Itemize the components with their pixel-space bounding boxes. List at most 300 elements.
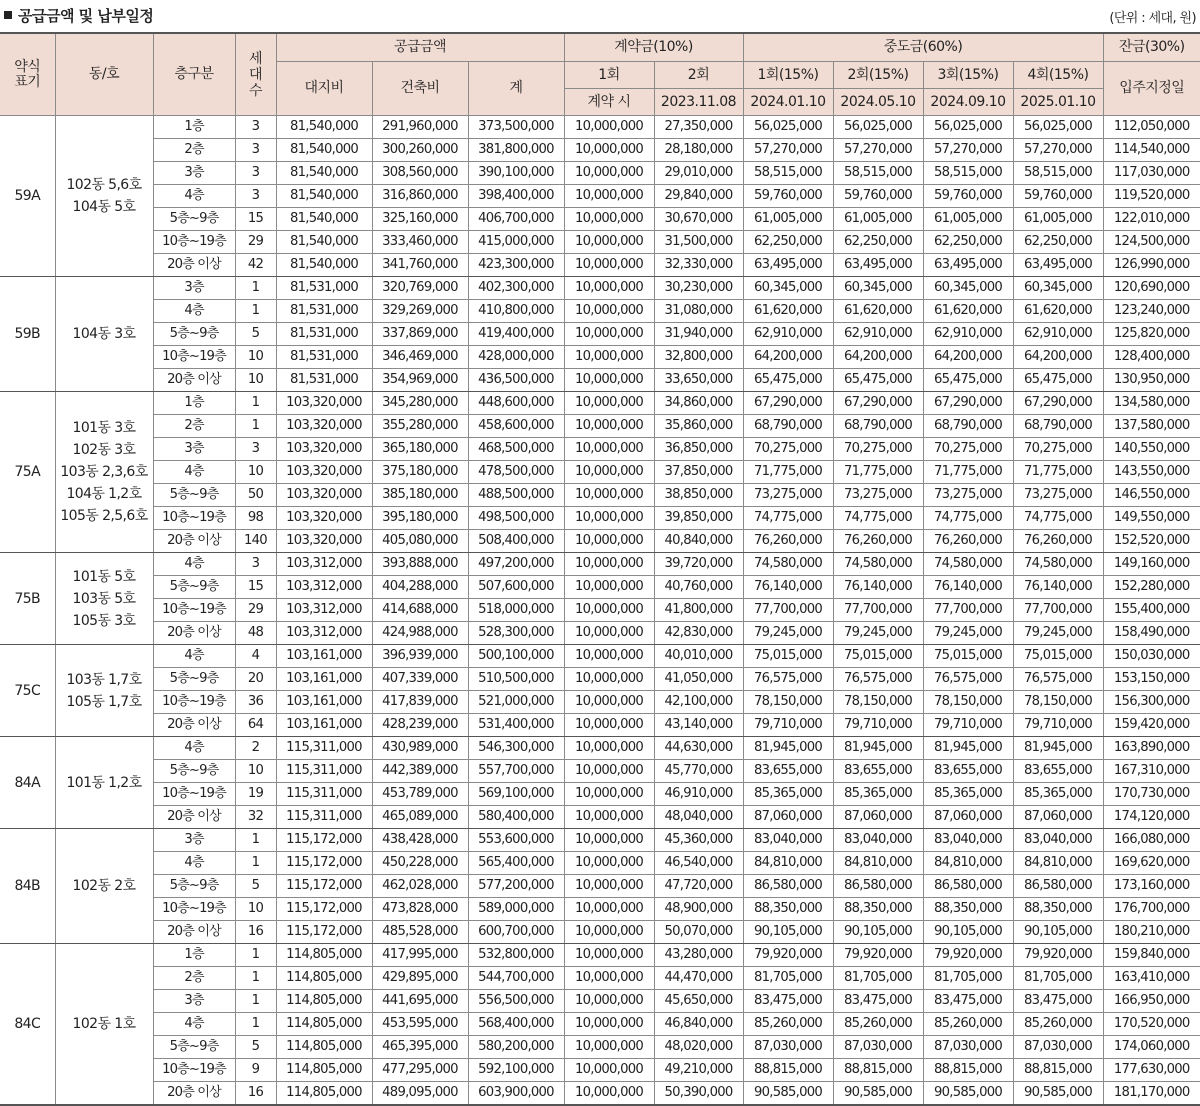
contract-2-cell: 39,850,000	[654, 507, 743, 530]
building-price-cell: 300,260,000	[372, 139, 468, 162]
contract-1-cell: 10,000,000	[564, 691, 654, 714]
floor-cell: 5층~9층	[153, 576, 235, 599]
floor-cell: 3층	[153, 277, 235, 300]
col-type-abbr: 약식 표기	[0, 33, 55, 116]
floor-cell: 4층	[153, 553, 235, 576]
total-price-cell: 565,400,000	[468, 852, 564, 875]
middle-4-cell: 87,060,000	[1013, 806, 1103, 829]
table-row	[0, 553, 1200, 576]
land-price-cell: 81,540,000	[276, 116, 372, 139]
land-price-cell: 115,311,000	[276, 783, 372, 806]
middle-2-cell: 68,790,000	[833, 415, 923, 438]
building-price-cell: 462,028,000	[372, 875, 468, 898]
middle-2-cell: 74,580,000	[833, 553, 923, 576]
table-row	[0, 162, 1200, 185]
middle-3-cell: 64,200,000	[923, 346, 1013, 369]
table-body	[0, 116, 1200, 1106]
households-cell: 4	[235, 645, 276, 668]
households-cell: 29	[235, 599, 276, 622]
middle-1-cell: 86,580,000	[743, 875, 833, 898]
col-contract-1-when: 계약 시	[564, 89, 654, 116]
middle-2-cell: 59,760,000	[833, 185, 923, 208]
total-price-cell: 521,000,000	[468, 691, 564, 714]
building-price-cell: 333,460,000	[372, 231, 468, 254]
contract-1-cell: 10,000,000	[564, 507, 654, 530]
balance-cell: 137,580,000	[1103, 415, 1200, 438]
table-row	[0, 783, 1200, 806]
households-cell: 42	[235, 254, 276, 277]
households-cell: 3	[235, 185, 276, 208]
land-price-cell: 81,531,000	[276, 346, 372, 369]
col-floor: 층구분	[153, 33, 235, 116]
building-price-cell: 385,180,000	[372, 484, 468, 507]
middle-3-cell: 74,775,000	[923, 507, 1013, 530]
middle-3-cell: 81,705,000	[923, 967, 1013, 990]
col-building: 건축비	[372, 62, 468, 116]
middle-3-cell: 77,700,000	[923, 599, 1013, 622]
building-price-cell: 489,095,000	[372, 1082, 468, 1106]
middle-3-cell: 59,760,000	[923, 185, 1013, 208]
type-cell: 84C	[0, 944, 55, 1106]
households-cell: 20	[235, 668, 276, 691]
table-row	[0, 668, 1200, 691]
building-price-cell: 291,960,000	[372, 116, 468, 139]
middle-4-cell: 73,275,000	[1013, 484, 1103, 507]
floor-cell: 4층	[153, 300, 235, 323]
middle-4-cell: 85,365,000	[1013, 783, 1103, 806]
contract-1-cell: 10,000,000	[564, 231, 654, 254]
total-price-cell: 546,300,000	[468, 737, 564, 760]
contract-2-cell: 31,080,000	[654, 300, 743, 323]
contract-2-cell: 32,330,000	[654, 254, 743, 277]
middle-2-cell: 83,475,000	[833, 990, 923, 1013]
balance-cell: 152,280,000	[1103, 576, 1200, 599]
middle-3-cell: 62,250,000	[923, 231, 1013, 254]
type-cell: 75C	[0, 645, 55, 737]
contract-1-cell: 10,000,000	[564, 300, 654, 323]
middle-1-cell: 90,105,000	[743, 921, 833, 944]
floor-cell: 1층	[153, 116, 235, 139]
middle-3-cell: 61,620,000	[923, 300, 1013, 323]
table-row	[0, 691, 1200, 714]
col-contract-2: 2회	[654, 62, 743, 89]
balance-cell: 156,300,000	[1103, 691, 1200, 714]
contract-2-cell: 30,670,000	[654, 208, 743, 231]
col-total: 계	[468, 62, 564, 116]
balance-cell: 158,490,000	[1103, 622, 1200, 645]
middle-4-cell: 83,475,000	[1013, 990, 1103, 1013]
total-price-cell: 423,300,000	[468, 254, 564, 277]
contract-2-cell: 32,800,000	[654, 346, 743, 369]
contract-2-cell: 29,010,000	[654, 162, 743, 185]
col-contract-1: 1회	[564, 62, 654, 89]
middle-4-cell: 59,760,000	[1013, 185, 1103, 208]
middle-3-cell: 56,025,000	[923, 116, 1013, 139]
contract-2-cell: 41,800,000	[654, 599, 743, 622]
land-price-cell: 115,172,000	[276, 829, 372, 852]
middle-2-cell: 87,060,000	[833, 806, 923, 829]
middle-4-cell: 76,575,000	[1013, 668, 1103, 691]
middle-2-cell: 63,495,000	[833, 254, 923, 277]
table-row	[0, 1013, 1200, 1036]
middle-1-cell: 61,620,000	[743, 300, 833, 323]
middle-2-cell: 87,030,000	[833, 1036, 923, 1059]
land-price-cell: 115,172,000	[276, 921, 372, 944]
middle-4-cell: 57,270,000	[1013, 139, 1103, 162]
middle-4-cell: 76,140,000	[1013, 576, 1103, 599]
table-row	[0, 392, 1200, 415]
balance-cell: 120,690,000	[1103, 277, 1200, 300]
total-price-cell: 448,600,000	[468, 392, 564, 415]
building-price-cell: 450,228,000	[372, 852, 468, 875]
middle-2-cell: 60,345,000	[833, 277, 923, 300]
building-unit-cell: 101동 1,2호	[55, 737, 153, 829]
land-price-cell: 81,540,000	[276, 139, 372, 162]
middle-2-cell: 75,015,000	[833, 645, 923, 668]
middle-4-cell: 67,290,000	[1013, 392, 1103, 415]
floor-cell: 1층	[153, 944, 235, 967]
building-price-cell: 473,828,000	[372, 898, 468, 921]
total-price-cell: 507,600,000	[468, 576, 564, 599]
middle-3-cell: 61,005,000	[923, 208, 1013, 231]
balance-cell: 180,210,000	[1103, 921, 1200, 944]
middle-1-cell: 70,275,000	[743, 438, 833, 461]
floor-cell: 5층~9층	[153, 1036, 235, 1059]
total-price-cell: 553,600,000	[468, 829, 564, 852]
land-price-cell: 103,161,000	[276, 691, 372, 714]
middle-1-cell: 78,150,000	[743, 691, 833, 714]
contract-2-cell: 38,850,000	[654, 484, 743, 507]
middle-3-cell: 87,060,000	[923, 806, 1013, 829]
land-price-cell: 103,320,000	[276, 530, 372, 553]
contract-2-cell: 42,830,000	[654, 622, 743, 645]
middle-1-cell: 68,790,000	[743, 415, 833, 438]
floor-cell: 10층~19층	[153, 507, 235, 530]
middle-3-cell: 78,150,000	[923, 691, 1013, 714]
floor-cell: 4층	[153, 185, 235, 208]
contract-1-cell: 10,000,000	[564, 162, 654, 185]
households-cell: 1	[235, 392, 276, 415]
land-price-cell: 81,540,000	[276, 185, 372, 208]
households-cell: 1	[235, 300, 276, 323]
land-price-cell: 81,531,000	[276, 369, 372, 392]
building-unit-cell: 101동 5호 103동 5호 105동 3호	[55, 553, 153, 645]
balance-cell: 140,550,000	[1103, 438, 1200, 461]
col-middle-1: 1회(15%)	[743, 62, 833, 89]
middle-1-cell: 58,515,000	[743, 162, 833, 185]
middle-4-cell: 74,580,000	[1013, 553, 1103, 576]
land-price-cell: 81,540,000	[276, 254, 372, 277]
middle-3-cell: 67,290,000	[923, 392, 1013, 415]
middle-2-cell: 90,585,000	[833, 1082, 923, 1106]
land-price-cell: 103,312,000	[276, 622, 372, 645]
building-price-cell: 417,995,000	[372, 944, 468, 967]
building-price-cell: 375,180,000	[372, 461, 468, 484]
middle-2-cell: 77,700,000	[833, 599, 923, 622]
middle-2-cell: 85,260,000	[833, 1013, 923, 1036]
building-price-cell: 438,428,000	[372, 829, 468, 852]
contract-2-cell: 44,630,000	[654, 737, 743, 760]
total-price-cell: 415,000,000	[468, 231, 564, 254]
total-price-cell: 544,700,000	[468, 967, 564, 990]
table-row	[0, 116, 1200, 139]
building-price-cell: 465,089,000	[372, 806, 468, 829]
contract-2-cell: 45,360,000	[654, 829, 743, 852]
balance-cell: 177,630,000	[1103, 1059, 1200, 1082]
table-row	[0, 599, 1200, 622]
table-row	[0, 852, 1200, 875]
middle-1-cell: 83,475,000	[743, 990, 833, 1013]
total-price-cell: 497,200,000	[468, 553, 564, 576]
middle-3-cell: 70,275,000	[923, 438, 1013, 461]
middle-2-cell: 67,290,000	[833, 392, 923, 415]
table-row	[0, 507, 1200, 530]
middle-4-cell: 79,245,000	[1013, 622, 1103, 645]
balance-cell: 125,820,000	[1103, 323, 1200, 346]
middle-4-cell: 86,580,000	[1013, 875, 1103, 898]
land-price-cell: 115,172,000	[276, 852, 372, 875]
land-price-cell: 114,805,000	[276, 944, 372, 967]
middle-3-cell: 88,350,000	[923, 898, 1013, 921]
balance-cell: 146,550,000	[1103, 484, 1200, 507]
balance-cell: 128,400,000	[1103, 346, 1200, 369]
col-balance: 잔금(30%)	[1103, 33, 1200, 62]
floor-cell: 20층 이상	[153, 1082, 235, 1106]
middle-2-cell: 74,775,000	[833, 507, 923, 530]
middle-2-cell: 84,810,000	[833, 852, 923, 875]
middle-3-cell: 75,015,000	[923, 645, 1013, 668]
middle-4-cell: 81,705,000	[1013, 967, 1103, 990]
contract-2-cell: 50,390,000	[654, 1082, 743, 1106]
contract-1-cell: 10,000,000	[564, 185, 654, 208]
contract-2-cell: 28,180,000	[654, 139, 743, 162]
table-row	[0, 369, 1200, 392]
building-price-cell: 404,288,000	[372, 576, 468, 599]
table-row	[0, 1082, 1200, 1106]
contract-2-cell: 45,650,000	[654, 990, 743, 1013]
col-middle-2: 2회(15%)	[833, 62, 923, 89]
households-cell: 15	[235, 576, 276, 599]
floor-cell: 3층	[153, 438, 235, 461]
households-cell: 1	[235, 967, 276, 990]
contract-2-cell: 40,760,000	[654, 576, 743, 599]
contract-2-cell: 48,900,000	[654, 898, 743, 921]
building-price-cell: 354,969,000	[372, 369, 468, 392]
middle-3-cell: 83,040,000	[923, 829, 1013, 852]
land-price-cell: 115,311,000	[276, 806, 372, 829]
balance-cell: 174,120,000	[1103, 806, 1200, 829]
balance-cell: 114,540,000	[1103, 139, 1200, 162]
total-price-cell: 406,700,000	[468, 208, 564, 231]
middle-3-cell: 87,030,000	[923, 1036, 1013, 1059]
total-price-cell: 478,500,000	[468, 461, 564, 484]
middle-4-cell: 79,920,000	[1013, 944, 1103, 967]
total-price-cell: 488,500,000	[468, 484, 564, 507]
contract-1-cell: 10,000,000	[564, 967, 654, 990]
table-row	[0, 576, 1200, 599]
middle-3-cell: 57,270,000	[923, 139, 1013, 162]
floor-cell: 20층 이상	[153, 530, 235, 553]
middle-3-cell: 68,790,000	[923, 415, 1013, 438]
households-cell: 3	[235, 438, 276, 461]
contract-2-cell: 36,850,000	[654, 438, 743, 461]
middle-4-cell: 87,030,000	[1013, 1036, 1103, 1059]
contract-2-cell: 41,050,000	[654, 668, 743, 691]
floor-cell: 4층	[153, 461, 235, 484]
middle-3-cell: 65,475,000	[923, 369, 1013, 392]
middle-2-cell: 85,365,000	[833, 783, 923, 806]
households-cell: 48	[235, 622, 276, 645]
middle-3-cell: 74,580,000	[923, 553, 1013, 576]
middle-2-cell: 79,920,000	[833, 944, 923, 967]
building-price-cell: 329,269,000	[372, 300, 468, 323]
middle-4-cell: 62,910,000	[1013, 323, 1103, 346]
land-price-cell: 103,312,000	[276, 599, 372, 622]
middle-3-cell: 58,515,000	[923, 162, 1013, 185]
middle-1-cell: 61,005,000	[743, 208, 833, 231]
total-price-cell: 428,000,000	[468, 346, 564, 369]
middle-2-cell: 83,040,000	[833, 829, 923, 852]
total-price-cell: 498,500,000	[468, 507, 564, 530]
building-unit-cell: 102동 5,6호 104동 5호	[55, 116, 153, 277]
table-row	[0, 898, 1200, 921]
households-cell: 15	[235, 208, 276, 231]
land-price-cell: 115,172,000	[276, 898, 372, 921]
middle-2-cell: 71,775,000	[833, 461, 923, 484]
contract-1-cell: 10,000,000	[564, 438, 654, 461]
balance-cell: 152,520,000	[1103, 530, 1200, 553]
middle-1-cell: 60,345,000	[743, 277, 833, 300]
contract-2-cell: 50,070,000	[654, 921, 743, 944]
middle-1-cell: 74,775,000	[743, 507, 833, 530]
table-row	[0, 1036, 1200, 1059]
floor-cell: 2층	[153, 139, 235, 162]
total-price-cell: 531,400,000	[468, 714, 564, 737]
middle-1-cell: 75,015,000	[743, 645, 833, 668]
building-price-cell: 424,988,000	[372, 622, 468, 645]
contract-2-cell: 39,720,000	[654, 553, 743, 576]
balance-cell: 166,080,000	[1103, 829, 1200, 852]
contract-1-cell: 10,000,000	[564, 829, 654, 852]
contract-1-cell: 10,000,000	[564, 208, 654, 231]
total-price-cell: 603,900,000	[468, 1082, 564, 1106]
table-row	[0, 530, 1200, 553]
floor-cell: 3층	[153, 829, 235, 852]
floor-cell: 20층 이상	[153, 921, 235, 944]
contract-1-cell: 10,000,000	[564, 921, 654, 944]
middle-1-cell: 83,040,000	[743, 829, 833, 852]
contract-1-cell: 10,000,000	[564, 461, 654, 484]
middle-4-cell: 84,810,000	[1013, 852, 1103, 875]
balance-cell: 176,700,000	[1103, 898, 1200, 921]
middle-4-cell: 68,790,000	[1013, 415, 1103, 438]
middle-1-cell: 77,700,000	[743, 599, 833, 622]
contract-1-cell: 10,000,000	[564, 714, 654, 737]
households-cell: 16	[235, 921, 276, 944]
total-price-cell: 419,400,000	[468, 323, 564, 346]
table-row	[0, 438, 1200, 461]
building-price-cell: 441,695,000	[372, 990, 468, 1013]
land-price-cell: 114,805,000	[276, 1036, 372, 1059]
building-price-cell: 345,280,000	[372, 392, 468, 415]
middle-3-cell: 79,710,000	[923, 714, 1013, 737]
contract-2-cell: 40,010,000	[654, 645, 743, 668]
total-price-cell: 569,100,000	[468, 783, 564, 806]
households-cell: 19	[235, 783, 276, 806]
middle-4-cell: 81,945,000	[1013, 737, 1103, 760]
unit-note: (단위 : 세대, 원)	[1109, 11, 1196, 26]
balance-cell: 134,580,000	[1103, 392, 1200, 415]
middle-1-cell: 83,655,000	[743, 760, 833, 783]
households-cell: 1	[235, 852, 276, 875]
building-price-cell: 453,595,000	[372, 1013, 468, 1036]
table-header	[0, 33, 1200, 116]
building-price-cell: 429,895,000	[372, 967, 468, 990]
total-price-cell: 557,700,000	[468, 760, 564, 783]
total-price-cell: 468,500,000	[468, 438, 564, 461]
middle-3-cell: 79,920,000	[923, 944, 1013, 967]
middle-4-cell: 65,475,000	[1013, 369, 1103, 392]
land-price-cell: 103,312,000	[276, 553, 372, 576]
balance-cell: 117,030,000	[1103, 162, 1200, 185]
middle-3-cell: 84,810,000	[923, 852, 1013, 875]
middle-1-cell: 87,060,000	[743, 806, 833, 829]
land-price-cell: 103,320,000	[276, 438, 372, 461]
floor-cell: 10층~19층	[153, 1059, 235, 1082]
contract-1-cell: 10,000,000	[564, 645, 654, 668]
middle-3-cell: 83,655,000	[923, 760, 1013, 783]
middle-1-cell: 71,775,000	[743, 461, 833, 484]
table-row	[0, 1059, 1200, 1082]
table-row	[0, 139, 1200, 162]
building-unit-cell: 102동 2호	[55, 829, 153, 944]
building-price-cell: 325,160,000	[372, 208, 468, 231]
land-price-cell: 103,320,000	[276, 461, 372, 484]
middle-1-cell: 62,250,000	[743, 231, 833, 254]
households-cell: 5	[235, 1036, 276, 1059]
households-cell: 50	[235, 484, 276, 507]
table-row	[0, 944, 1200, 967]
building-price-cell: 346,469,000	[372, 346, 468, 369]
land-price-cell: 81,531,000	[276, 300, 372, 323]
contract-2-cell: 44,470,000	[654, 967, 743, 990]
middle-3-cell: 60,345,000	[923, 277, 1013, 300]
land-price-cell: 81,531,000	[276, 277, 372, 300]
contract-2-cell: 31,500,000	[654, 231, 743, 254]
middle-1-cell: 88,350,000	[743, 898, 833, 921]
balance-cell: 163,410,000	[1103, 967, 1200, 990]
middle-4-cell: 63,495,000	[1013, 254, 1103, 277]
total-price-cell: 532,800,000	[468, 944, 564, 967]
table-row	[0, 829, 1200, 852]
table-row	[0, 415, 1200, 438]
middle-4-cell: 61,005,000	[1013, 208, 1103, 231]
table-row	[0, 323, 1200, 346]
middle-2-cell: 61,005,000	[833, 208, 923, 231]
households-cell: 3	[235, 116, 276, 139]
building-price-cell: 396,939,000	[372, 645, 468, 668]
type-cell: 59A	[0, 116, 55, 277]
table-row	[0, 300, 1200, 323]
table-row	[0, 760, 1200, 783]
middle-4-cell: 60,345,000	[1013, 277, 1103, 300]
type-cell: 75B	[0, 553, 55, 645]
total-price-cell: 500,100,000	[468, 645, 564, 668]
total-price-cell: 402,300,000	[468, 277, 564, 300]
land-price-cell: 114,805,000	[276, 1059, 372, 1082]
land-price-cell: 81,540,000	[276, 162, 372, 185]
households-cell: 36	[235, 691, 276, 714]
